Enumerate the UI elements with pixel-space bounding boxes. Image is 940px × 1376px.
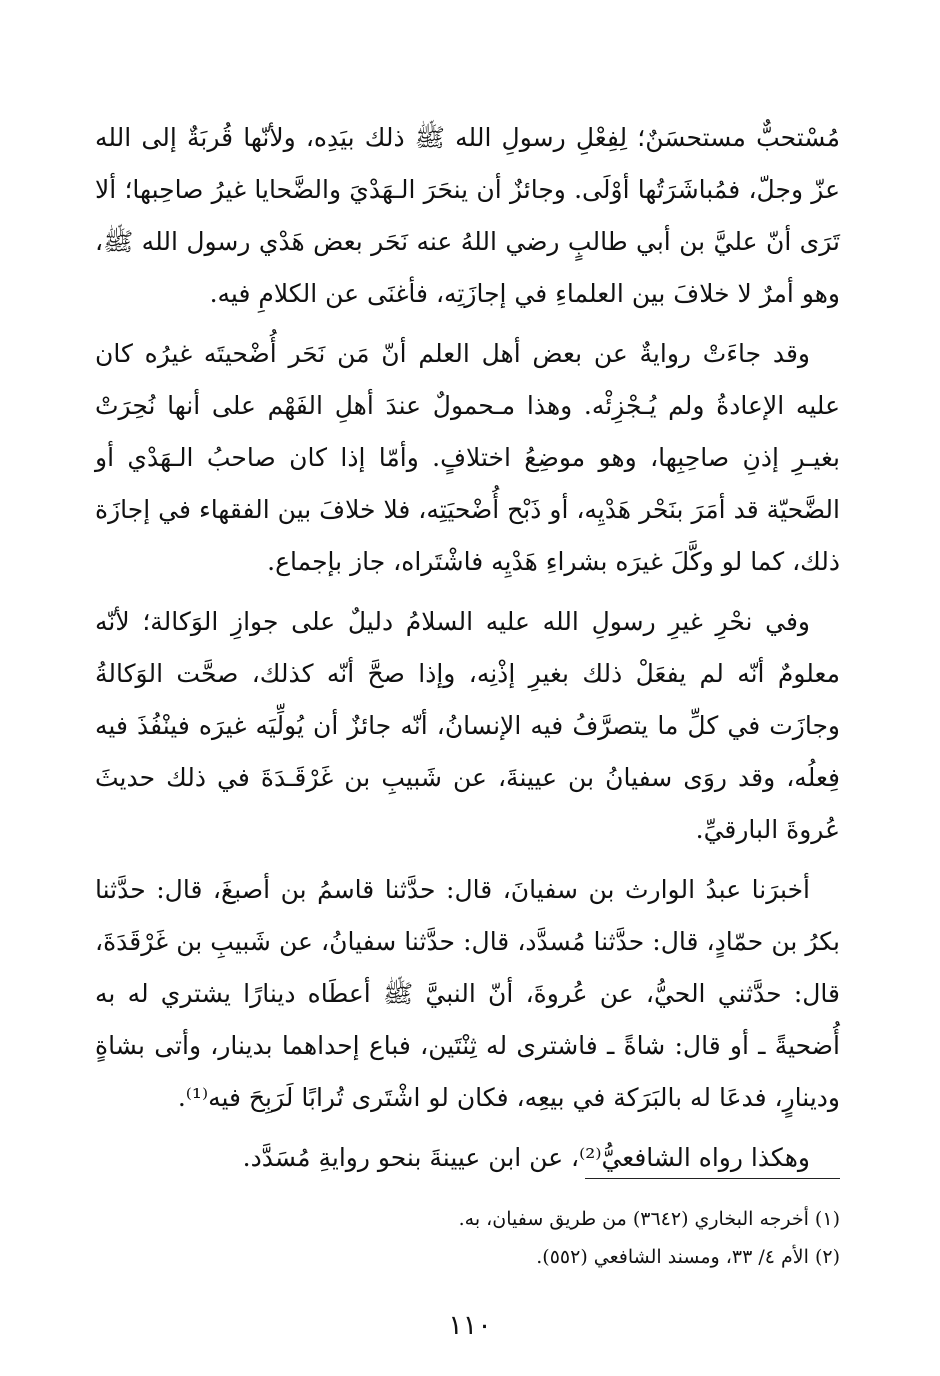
footnote-divider <box>585 1178 840 1179</box>
paragraph-5: وهكذا رواه الشافعيُّ⁽²⁾، عن ابن عيينةَ بنحو روايةِ مُسَدَّد. <box>242 1143 810 1172</box>
paragraph-2: وقد جاءَتْ روايةٌ عن بعض أهل العلم أنّ مَن نَحَر أُضْحيتَه غيرُه كان عليه الإعادةُ ولم يُـجْزِئْه. وهذا مـحمولٌ عندَ أهلِ الفَهْم على أنها نُحِرَتْ بغيـرِ إذنِ صاحِبِها، وهو موضِعُ اختلافٍ. وأمّا إذا كان صاحبُ الـهَدْي أو الضَّحيّة قد أمَرَ بنَحْر هَدْيِه، أو ذَبْح أُضْحيَتِه، فلا خلافَ بين الفقهاء في إجازَة ذلك، كما لو وكَّلَ غيرَه بشراءِ هَدْيِه فاشْتَراه، جاز بإجماع. <box>95 339 840 576</box>
footnotes <box>95 1200 840 1276</box>
footnote-2: (٢) الأم ٤/ ٣٣، ومسند الشافعي (٥٥٢). <box>536 1246 840 1268</box>
paragraph-1: مُسْتحبٌّ مستحسَنٌ؛ لِفِعْلِ رسولِ الله ﷺ ذلك بيَدِه، ولأنّها قُربَةٌ إلى الله عزّ وجلّ، فمُباشَرَتُها أوْلَى. وجائزٌ أن ينحَرَ الـهَدْيَ والضَّحايا غيرُ صاحِبها؛ ألا تَرَى أنّ عليَّ بن أبي طالبٍ رضي اللهُ عنه نَحَر بعض هَدْي رسول الله ﷺ، وهو أمرٌ لا خلافَ بين العلماءِ في إجازَتِه، فأغنَى عن الكلامِ فيه. <box>95 123 840 308</box>
paragraph-4: أخبرَنا عبدُ الوارث بن سفيانَ، قال: حدَّثنا قاسمُ بن أصبغَ، قال: حدَّثنا بكرُ بن حمّادٍ، قال: حدَّثنا مُسدَّد، قال: حدَّثنا سفيانُ، عن شَبيبِ بن غَرْقَدَةَ، قال: حدَّثني الحيُّ، عن عُروةَ، أنّ النبيَّ ﷺ أعطَاه دينارًا يشتري له به أُضحيةً ـ أو قال: شاةً ـ فاشترى له ثِنْتَين، فباع إحداهما بدينار، وأتى بشاةٍ ودينارٍ، فدعَا له بالبَرَكة في بيعِه، فكان لو اشْتَرى تُرابًا لَرَبِحَ فيه⁽¹⁾. <box>95 875 840 1112</box>
page-number: ١١٠ <box>448 1310 492 1341</box>
paragraph-3: وفي نحْرِ غيرِ رسولِ الله عليه السلامُ دليلٌ على جوازِ الوَكالة؛ لأنّه معلومٌ أنّه لم يفعَلْ ذلك بغيرِ إذْنِه، وإذا صحَّ أنّه كذلك، صحَّت الوَكالةُ وجازَت في كلِّ ما يتصرَّفُ فيه الإنسانُ، أنّه جائزٌ أن يُولِّيَه غيرَه فينْفُذَ فيه فِعلُه، وقد روَى سفيانُ بن عيينةَ، عن شَبيبِ بن غَرْقَـدَةَ في ذلك حديثَ عُروةَ البارقيِّ. <box>95 607 840 844</box>
footnote-1: (١) أخرجه البخاري (٣٦٤٢) من طريق سفيان، به. <box>458 1208 840 1230</box>
main-text <box>95 112 840 1192</box>
